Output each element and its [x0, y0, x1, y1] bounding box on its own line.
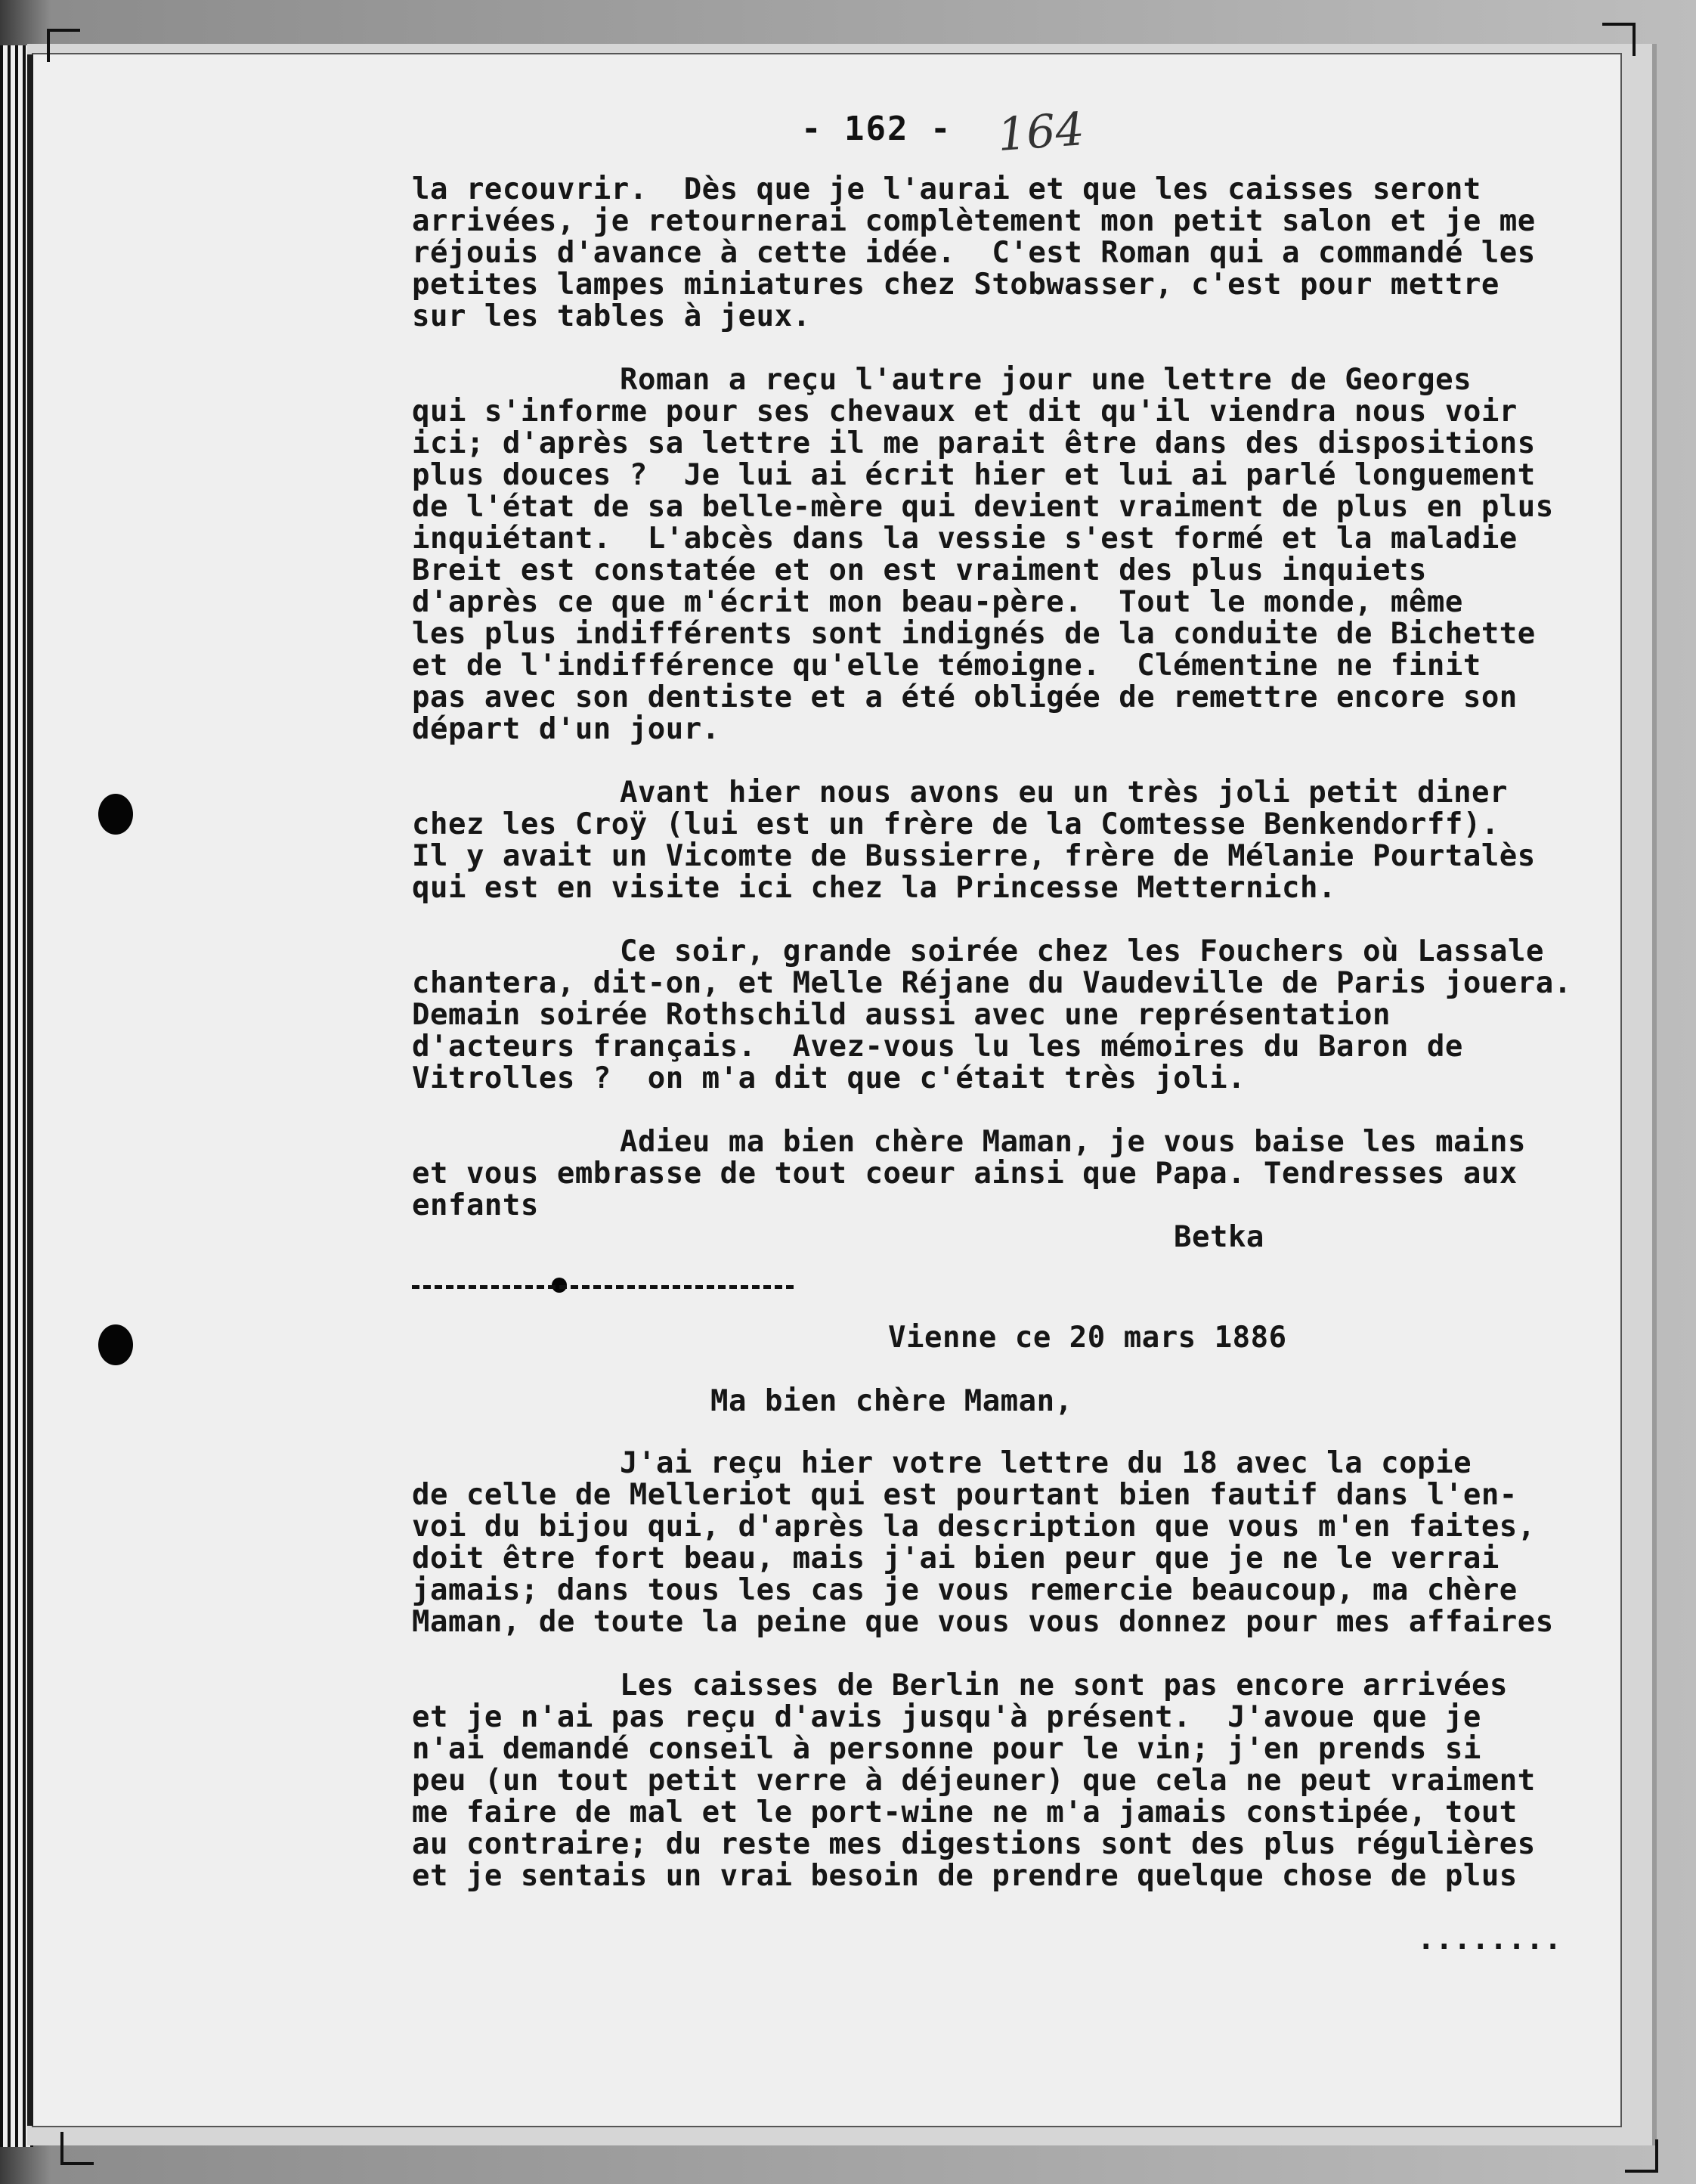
- text-line: qui est en visite ici chez la Princesse Metternich.: [412, 871, 1336, 905]
- letter2-paragraph-1: [412, 1448, 1636, 1638]
- text-line: les plus indifférents sont indignés de la conduite de Bichette: [412, 617, 1536, 651]
- text-line: plus douces ? Je lui ai écrit hier et lui ai parlé longuement: [412, 458, 1536, 492]
- letter1-paragraph-1: [412, 174, 1636, 333]
- text-line: doit être fort beau, mais j'ai bien peur que je ne le verrai: [412, 1541, 1499, 1575]
- text-line: petites lampes miniatures chez Stobwasser, c'est pour mettre: [412, 268, 1499, 302]
- text-line: inquiétant. L'abcès dans la vessie s'est formé et la maladie: [412, 522, 1518, 556]
- text-line: chantera, dit-on, et Melle Réjane du Vaudeville de Paris jouera.: [412, 966, 1572, 1000]
- text-line: Demain soirée Rothschild aussi avec une représentation: [412, 998, 1391, 1032]
- text-line: Il y avait un Vicomte de Bussierre, frère de Mélanie Pourtalès: [412, 839, 1536, 873]
- text-line: arrivées, je retournerai complètement mon petit salon et je me: [412, 204, 1536, 238]
- crop-mark-bottom-right: [1625, 2139, 1658, 2173]
- text-line: Avant hier nous avons eu un très joli petit diner: [620, 776, 1509, 810]
- text-line: enfants: [412, 1188, 539, 1222]
- continuation-mark: ........: [1417, 1922, 1562, 1956]
- text-line: Les caisses de Berlin ne sont pas encore arrivées: [620, 1668, 1509, 1702]
- letter1-paragraph-5: [412, 1126, 1636, 1222]
- punch-hole-top: [98, 794, 133, 835]
- text-line: J'ai reçu hier votre lettre du 18 avec la copie: [620, 1446, 1472, 1480]
- letter-separator: [412, 1285, 794, 1289]
- text-line: et je sentais un vrai besoin de prendre quelque chose de plus: [412, 1859, 1518, 1893]
- letter1-paragraph-2: [412, 364, 1636, 745]
- text-line: pas avec son dentiste et a été obligée de remettre encore son: [412, 680, 1518, 714]
- letter-body: [412, 174, 1636, 1956]
- text-line: Maman, de toute la peine que vous vous donnez pour mes affaires: [412, 1605, 1554, 1639]
- text-line: n'ai demandé conseil à personne pour le vin; j'en prends si: [412, 1732, 1481, 1766]
- crop-mark-bottom-left: [60, 2132, 94, 2165]
- text-line: et je n'ai pas reçu d'avis jusqu'à présent. J'avoue que je: [412, 1700, 1481, 1734]
- text-line: peu (un tout petit verre à déjeuner) que cela ne peut vraiment: [412, 1764, 1536, 1798]
- text-line: d'acteurs français. Avez-vous lu les mémoires du Baron de: [412, 1030, 1463, 1064]
- text-line: Vitrolles ? on m'a dit que c'était très joli.: [412, 1061, 1246, 1095]
- text-line: réjouis d'avance à cette idée. C'est Roman qui a commandé les: [412, 236, 1536, 270]
- text-line: au contraire; du reste mes digestions sont des plus régulières: [412, 1827, 1536, 1861]
- crop-mark-top-left: [47, 29, 80, 62]
- text-line: départ d'un jour.: [412, 712, 720, 746]
- punch-hole-bottom: [98, 1324, 133, 1365]
- text-line: me faire de mal et le port-wine ne m'a jamais constipée, tout: [412, 1795, 1518, 1829]
- text-line: la recouvrir. Dès que je l'aurai et que les caisses seront: [412, 172, 1481, 206]
- text-line: Roman a reçu l'autre jour une lettre de Georges: [620, 363, 1472, 397]
- text-line: chez les Croÿ (lui est un frère de la Comtesse Benkendorff).: [412, 807, 1499, 841]
- letter1-paragraph-4: [412, 936, 1636, 1095]
- letter2-paragraph-2: [412, 1670, 1636, 1892]
- text-line: et vous embrasse de tout coeur ainsi que Papa. Tendresses aux: [412, 1157, 1518, 1191]
- text-line: de l'état de sa belle-mère qui devient vraiment de plus en plus: [412, 490, 1554, 524]
- text-line: Adieu ma bien chère Maman, je vous baise les mains: [620, 1125, 1526, 1159]
- text-line: ici; d'après sa lettre il me parait être dans des dispositions: [412, 426, 1536, 460]
- letter1-paragraph-3: [412, 777, 1636, 904]
- text-line: voi du bijou qui, d'après la description que vous m'en faites,: [412, 1510, 1536, 1544]
- text-line: qui s'informe pour ses chevaux et dit qu'il viendra nous voir: [412, 395, 1518, 429]
- text-line: et de l'indifférence qu'elle témoigne. Clémentine ne finit: [412, 649, 1481, 683]
- signature: Betka: [1174, 1220, 1264, 1254]
- text-line: d'après ce que m'écrit mon beau-père. Tout le monde, même: [412, 585, 1463, 619]
- crop-mark-top-right: [1602, 23, 1636, 56]
- text-line: jamais; dans tous les cas je vous remercie beaucoup, ma chère: [412, 1573, 1518, 1607]
- handwritten-page-number: 164: [995, 103, 1086, 162]
- page-number: - 162 -: [801, 110, 952, 148]
- dateline: Vienne ce 20 mars 1886: [888, 1321, 1287, 1355]
- text-line: sur les tables à jeux.: [412, 299, 811, 333]
- text-line: Ce soir, grande soirée chez les Fouchers où Lassale: [620, 934, 1544, 968]
- text-line: de celle de Melleriot qui est pourtant bien fautif dans l'en-: [412, 1478, 1518, 1512]
- salutation: Ma bien chère Maman,: [710, 1384, 1073, 1418]
- text-line: Breit est constatée et on est vraiment des plus inquiets: [412, 553, 1427, 587]
